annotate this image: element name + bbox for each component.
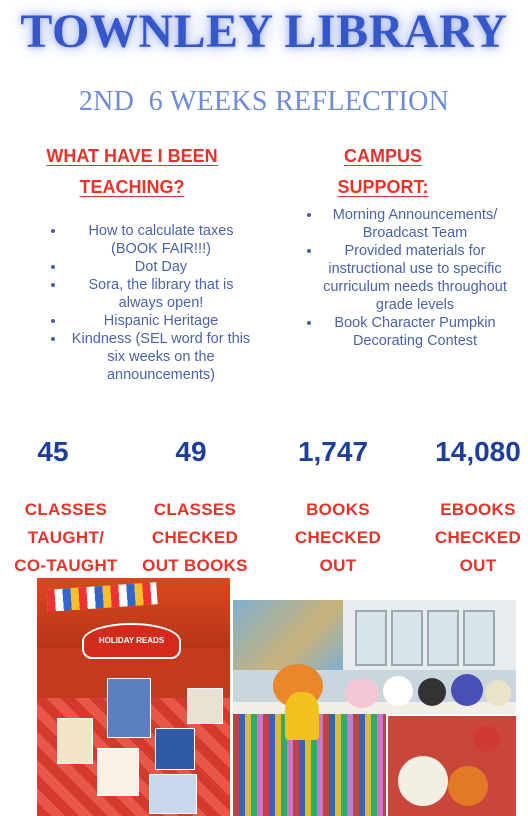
pumpkin bbox=[448, 766, 488, 806]
stat-label-line: CHECKED bbox=[294, 528, 382, 547]
holiday-reads-sign: HOLIDAY READS bbox=[82, 623, 181, 659]
window-pane bbox=[427, 610, 459, 666]
list-item: • How to calculate taxes (BOOK FAIR!!!) bbox=[66, 222, 256, 258]
teaching-heading-line2: TEACHING? bbox=[79, 177, 185, 197]
book-cover bbox=[57, 718, 93, 764]
stat-label-line: EBOOKS bbox=[440, 500, 516, 519]
list-item: • Book Character Pumpkin Decorating Contest bbox=[322, 314, 508, 350]
teaching-heading bbox=[22, 141, 242, 203]
book-cover bbox=[155, 728, 195, 770]
stat-label-line: CO-TAUGHT bbox=[14, 556, 118, 575]
pumpkin bbox=[383, 676, 413, 706]
stat-classes-checked-label bbox=[129, 496, 261, 580]
pumpkin bbox=[485, 680, 511, 706]
book-cover bbox=[97, 748, 139, 796]
stat-classes-taught-label bbox=[0, 496, 132, 580]
stat-classes-taught-value: 45 bbox=[37, 436, 69, 467]
pumpkin bbox=[345, 678, 379, 708]
teaching-list bbox=[46, 222, 256, 384]
book-cover bbox=[187, 688, 223, 724]
stat-ebooks-value: 14,080 bbox=[435, 436, 521, 467]
window-pane bbox=[355, 610, 387, 666]
page-subtitle: 2ND 6 WEEKS REFLECTION bbox=[78, 86, 450, 117]
pumpkin bbox=[474, 726, 500, 752]
book-cover bbox=[149, 774, 197, 814]
list-item: • Provided materials for instructional use to specific curriculum needs throughout grade levels bbox=[322, 242, 508, 314]
pumpkin bbox=[418, 678, 446, 706]
stat-label-line: OUT BOOKS bbox=[142, 556, 248, 575]
campus-support-heading bbox=[318, 141, 448, 203]
lorax-mustache bbox=[285, 692, 319, 740]
campus-support-heading-line2: SUPPORT: bbox=[337, 177, 429, 197]
list-item: • Kindness (SEL word for this six weeks on the announcements) bbox=[66, 330, 256, 384]
window-pane bbox=[391, 610, 423, 666]
list-item: • Sora, the library that is always open! bbox=[66, 276, 256, 312]
stat-label-line: CHECKED bbox=[151, 528, 239, 547]
stat-label-line: CLASSES bbox=[24, 500, 108, 519]
stat-label-line: BOOKS bbox=[306, 500, 370, 519]
list-item: • Hispanic Heritage bbox=[66, 312, 256, 330]
stat-label-line: CHECKED bbox=[434, 528, 522, 547]
world-map-poster bbox=[233, 600, 343, 670]
pumpkin bbox=[451, 674, 483, 706]
list-item: • Dot Day bbox=[66, 258, 256, 276]
page-title: TOWNLEY LIBRARY bbox=[20, 5, 508, 58]
holiday-reads-photo bbox=[37, 578, 230, 816]
list-item: • Morning Announcements/ Broadcast Team bbox=[322, 206, 508, 242]
stat-ebooks-label bbox=[412, 496, 528, 580]
pumpkin-contest-photo bbox=[233, 600, 516, 816]
stat-books-value: 1,747 bbox=[297, 436, 369, 467]
stat-label-line: OUT bbox=[459, 556, 497, 575]
inset-photo bbox=[386, 714, 516, 816]
pumpkin bbox=[398, 756, 448, 806]
stat-label-line: CLASSES bbox=[153, 500, 237, 519]
teaching-heading-line1: WHAT HAVE I BEEN bbox=[46, 146, 218, 166]
stat-label-line: OUT bbox=[319, 556, 357, 575]
campus-support-heading-line1: CAMPUS bbox=[343, 146, 422, 166]
stat-books-label bbox=[272, 496, 404, 580]
campus-support-list bbox=[302, 206, 508, 350]
window-pane bbox=[463, 610, 495, 666]
book-cover bbox=[107, 678, 151, 738]
stat-classes-checked-value: 49 bbox=[175, 436, 207, 467]
stat-label-line: TAUGHT/ bbox=[27, 528, 105, 547]
